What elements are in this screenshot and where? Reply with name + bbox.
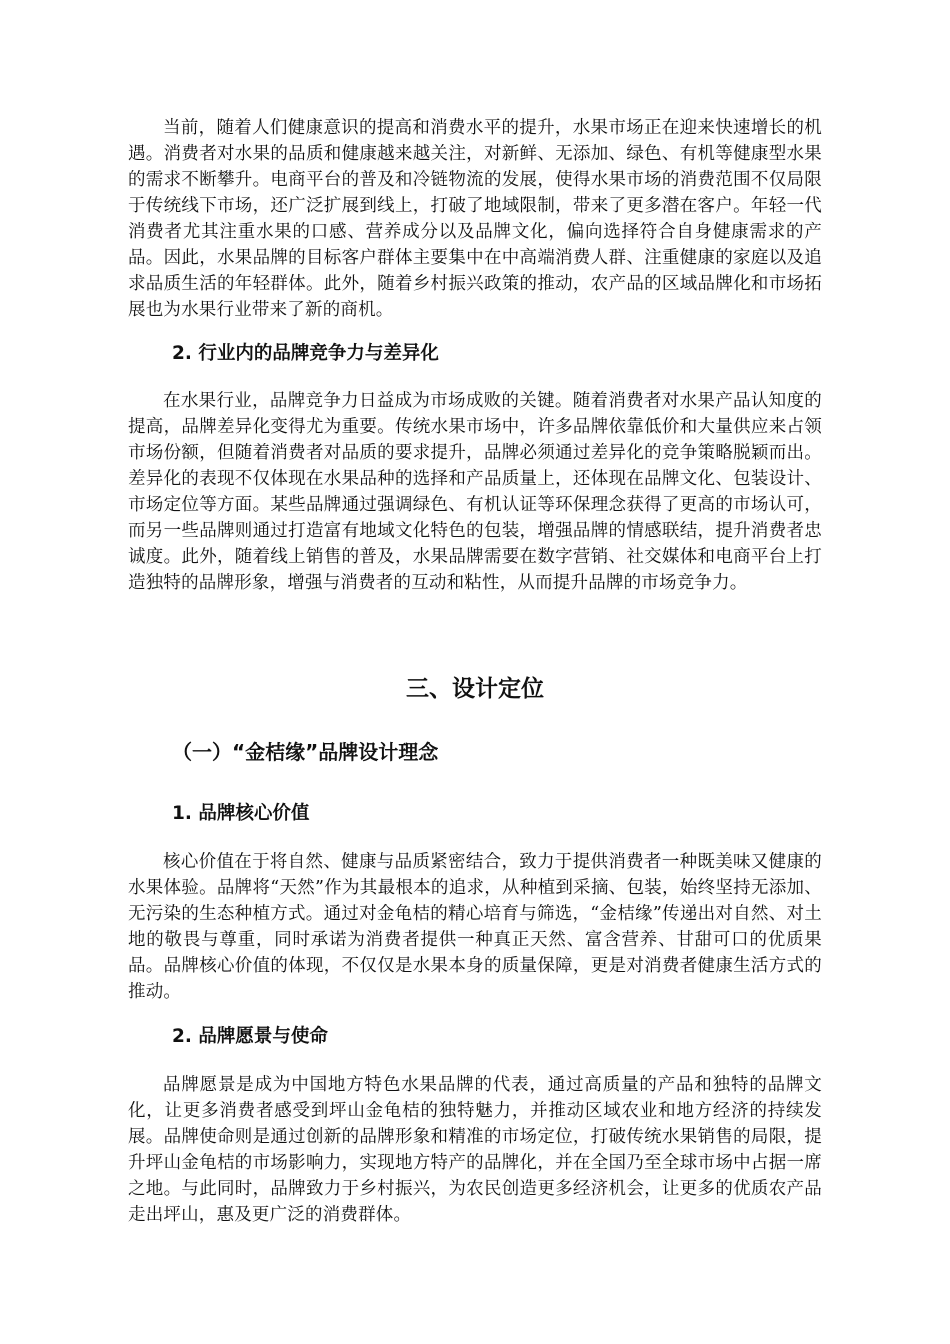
heading-vision-mission: 2. 品牌愿景与使命 [172, 1026, 328, 1047]
paragraph-vision-mission: 品牌愿景是成为中国地方特色水果品牌的代表，通过高质量的产品和独特的品牌文化，让更多消费者感受到坪山金龟桔的独特魅力，并推动区域农业和地方经济的持续发展。品牌使命则是通过创新的品牌形象和精准的市场定位，打破传统水果销售的局限，提升坪山金龟桔的市场影响力，实现地方特产的品牌化，并在全国乃至全球市场中占据一席之地。与此同时，品牌致力于乡村振兴，为农民创造更多经济机会，让更多的优质农产品走出坪山，惠及更广泛的消费群体。 [128, 1075, 822, 1225]
paragraph-market-opportunity: 当前，随着人们健康意识的提高和消费水平的提升，水果市场正在迎来快速增长的机遇。消费者对水果的品质和健康越来越关注，对新鲜、无添加、绿色、有机等健康型水果的需求不断攀升。电商平台的普及和冷链物流的发展，使得水果市场的消费范围不仅局限于传统线下市场，还广泛扩展到线上，打破了地域限制，带来了更多潜在客户。年轻一代消费者尤其注重水果的口感、营养成分以及品牌文化，偏向选择符合自身健康需求的产品。因此，水果品牌的目标客户群体主要集中在中高端消费人群、注重健康的家庭以及追求品质生活的年轻群体。此外，随着乡村振兴政策的推动，农产品的区域品牌化和市场拓展也为水果行业带来了新的商机。 [128, 118, 822, 320]
paragraph-core-value: 核心价值在于将自然、健康与品质紧密结合，致力于提供消费者一种既美味又健康的水果体验。品牌将“天然”作为其最根本的追求，从种植到采摘、包装，始终坚持无添加、无污染的生态种植方式。通过对金龟桔的精心培育与筛选，“金桔缘”传递出对自然、对土地的敬畏与尊重，同时承诺为消费者提供一种真正天然、富含营养、甘甜可口的优质果品。品牌核心价值的体现，不仅仅是水果本身的质量保障，更是对消费者健康生活方式的推动。 [128, 852, 822, 1002]
heading-core-value: 1. 品牌核心价值 [172, 803, 310, 824]
section-title: （一）“金桔缘”品牌设计理念 [172, 740, 439, 764]
chapter-title: 三、设计定位 [406, 676, 544, 702]
heading-brand-competition: 2. 行业内的品牌竞争力与差异化 [172, 343, 439, 364]
paragraph-brand-competition: 在水果行业，品牌竞争力日益成为市场成败的关键。随着消费者对水果产品认知度的提高，品牌差异化变得尤为重要。传统水果市场中，许多品牌依靠低价和大量供应来占领市场份额，但随着消费者对品质的要求提升，品牌必须通过差异化的竞争策略脱颖而出。差异化的表现不仅体现在水果品种的选择和产品质量上，还体现在品牌文化、包装设计、市场定位等方面。某些品牌通过强调绿色、有机认证等环保理念获得了更高的市场认可，而另一些品牌则通过打造富有地域文化特色的包装，增强品牌的情感联结，提升消费者忠诚度。此外，随着线上销售的普及，水果品牌需要在数字营销、社交媒体和电商平台上打造独特的品牌形象，增强与消费者的互动和粘性，从而提升品牌的市场竞争力。 [128, 391, 822, 593]
